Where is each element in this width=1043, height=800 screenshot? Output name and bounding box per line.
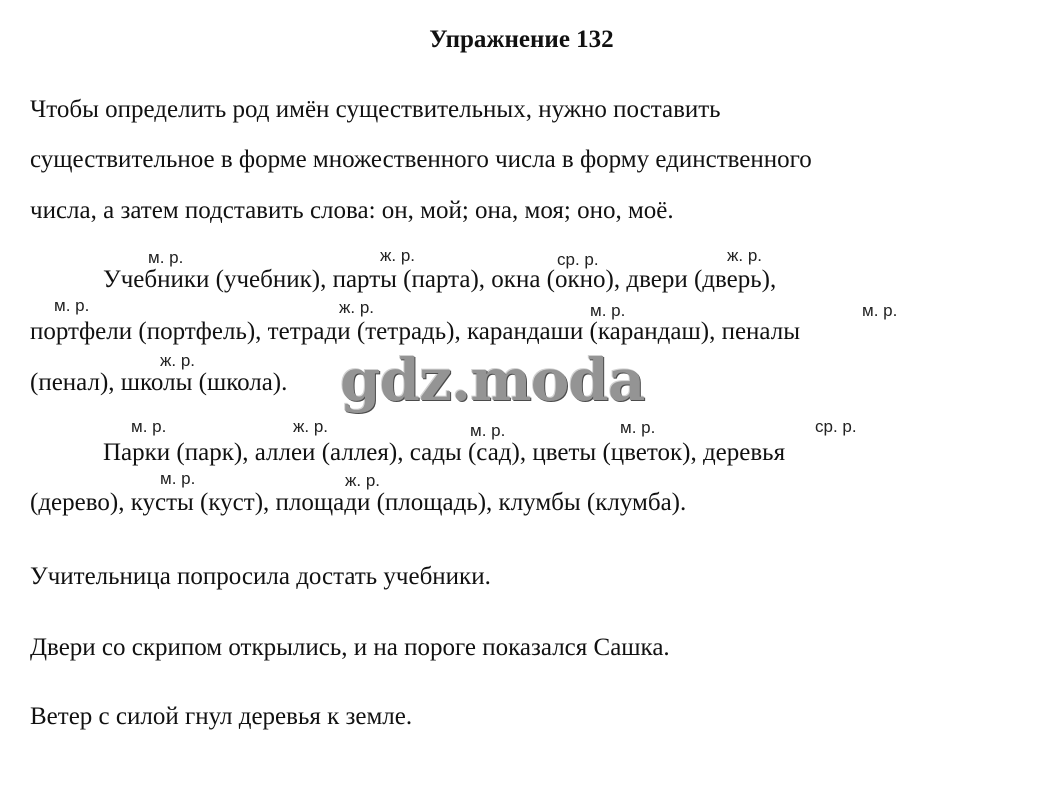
gender-annotation: ж. р. — [160, 351, 195, 370]
gender-annotation: м. р. — [620, 418, 656, 437]
gender-annotation: ср. р. — [557, 250, 599, 269]
paragraph1-line-1: Учебники (учебник), парты (парта), окна (окно), двери (дверь), — [103, 266, 777, 293]
gender-annotation: м. р. — [470, 421, 506, 440]
gender-annotation: м. р. — [148, 248, 184, 267]
gender-annotation: ж. р. — [345, 471, 380, 490]
example-sentence-3: Ветер с силой гнул деревья к земле. — [30, 703, 413, 730]
gender-annotation: ср. р. — [815, 417, 857, 436]
gender-annotation: м. р. — [54, 296, 90, 315]
gender-annotation: м. р. — [862, 301, 898, 320]
watermark-logo: gdz.moda — [340, 346, 645, 414]
gender-annotation: м. р. — [590, 301, 626, 320]
exercise-title: Упражнение 132 — [429, 26, 614, 53]
paragraph2-line-1: Парки (парк), аллеи (аллея), сады (сад), цветы (цветок), деревья — [103, 439, 786, 466]
gender-annotation: м. р. — [131, 417, 167, 436]
gender-annotation: ж. р. — [727, 246, 762, 265]
gender-annotation: ж. р. — [293, 417, 328, 436]
paragraph1-line-2: портфели (портфель), тетради (тетрадь), карандаши (карандаш), пеналы — [30, 318, 801, 345]
intro-line-1: Чтобы определить род имён существительных, нужно поставить — [30, 96, 721, 123]
example-sentence-2: Двери со скрипом открылись, и на пороге показался Сашка. — [30, 634, 670, 661]
gender-annotation: ж. р. — [339, 298, 374, 317]
intro-line-3: числа, а затем подставить слова: он, мой; она, моя; оно, моё. — [30, 197, 674, 224]
gender-annotation: ж. р. — [380, 246, 415, 265]
paragraph1-line-3: (пенал), школы (школа). — [30, 369, 288, 396]
gender-annotation: м. р. — [160, 469, 196, 488]
intro-line-2: существительное в форме множественного числа в форму единственного — [30, 146, 812, 173]
paragraph2-line-2: (дерево), кусты (куст), площади (площадь), клумбы (клумба). — [30, 489, 687, 516]
example-sentence-1: Учительница попросила достать учебники. — [30, 563, 491, 590]
